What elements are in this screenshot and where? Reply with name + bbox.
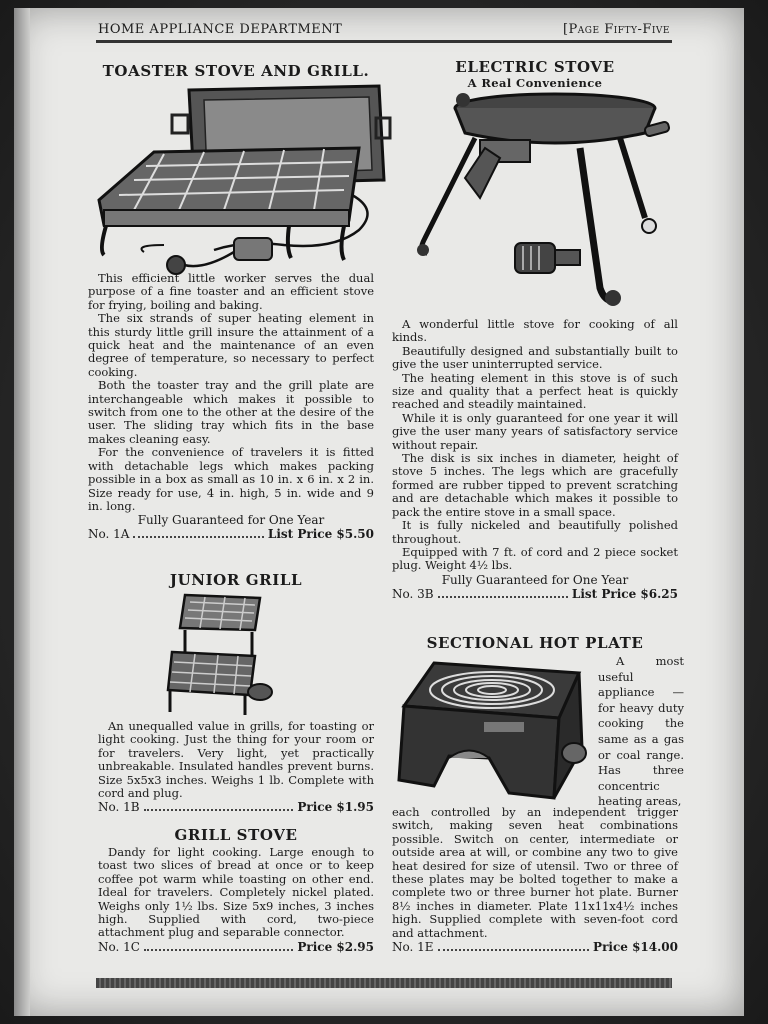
toaster-paragraph-2: The six strands of super heating element in this sturdy little grill insure the attainment of a quick heat and the maintenance of an even degree of temperature, so necessary to perfect cooking. [88,311,374,379]
sectional-side-text-block [598,654,684,810]
header-rule [96,40,672,43]
department-title: HOME APPLIANCE DEPARTMENT [98,22,343,37]
footer-rule [96,978,672,988]
sectional-price: Price $14.00 [593,940,678,955]
toaster-paragraph-1: This efficient little worker serves the dual purpose of a fine toaster and an efficient stove for frying, boiling and baking. [88,271,374,312]
sectional-paragraph: each controlled by an independent trigger switch, making seven heat combinations possible. Switch on center, intermediate or outside area at will, or combine any two to give heat desired for size of utensil. Two or three of these plates may be bolted together to make a complete two or three burner hot plate. Burner 8½ inches in diameter. Plate 11x11x4½ inches high. Supplied complete with seven-foot cord and attachment. [392,805,678,940]
toaster-section [98,62,374,80]
sectional-item-number: No. 1E [392,940,434,955]
grill-section [98,826,374,954]
electric-item-number: No. 3B [392,586,434,601]
toaster-item-number: No. 1A [88,527,130,542]
electric-price-line [392,587,678,601]
toaster-price: List Price $5.50 [267,527,374,542]
leader-dots [438,588,568,598]
electric-paragraph-4: While it is only guaranteed for one year it will give the user many years of satisfactory service without repair. [392,410,678,452]
electric-paragraph-7: Equipped with 7 ft. of cord and 2 piece socket plug. Weight 4½ lbs. [392,544,678,573]
page-binding-edge [14,8,30,1016]
electric-paragraph-2: Beautifully designed and substantially built to give the user uninterrupted service. [392,343,678,372]
junior-text [98,720,374,814]
sectional-text [392,806,678,954]
electric-title: ELECTRIC STOVE [455,58,615,76]
sectional-hot-plate-illustration [394,658,590,800]
sectional-section [392,634,678,652]
electric-guarantee: Fully Guaranteed for One Year [441,572,629,587]
leader-dots [144,801,294,811]
electric-section [392,58,678,90]
junior-price: Price $1.95 [297,800,374,815]
page-number: [Page Fifty-Five [562,22,670,37]
leader-dots [438,941,590,951]
toaster-price-line [88,527,374,541]
grill-price-line [98,940,374,954]
electric-paragraph-6: It is fully nickeled and beautifully polished throughout. [392,518,678,546]
electric-text [392,318,678,601]
junior-grill-illustration [160,590,280,720]
toaster-paragraph-3: Both the toaster tray and the grill plate are interchangeable which makes it possible to switch from one to the other at the desire of the user. The sliding tray which fits in the base makes cleaning easy. [88,378,374,446]
junior-item-number: No. 1B [98,800,140,815]
toaster-guarantee: Fully Guaranteed for One Year [137,513,325,528]
electric-paragraph-5: The disk is six inches in diameter, height of stove 5 inches. The legs which are gracefully formed are rubber tipped to prevent scratching and are detachable which makes it possible to pack the entire stove in a small space. [392,451,678,519]
grill-price: Price $2.95 [297,939,374,954]
junior-title: JUNIOR GRILL [169,571,303,589]
electric-price: List Price $6.25 [571,586,678,601]
toaster-title: TOASTER STOVE AND GRILL. [102,62,370,80]
junior-price-line [98,800,374,814]
toaster-text [88,272,374,541]
sectional-side-text: A most useful appliance — for heavy duty cooking the same as a gas or coal range. Has three concentric heating areas, [598,654,684,809]
electric-paragraph-1: A wonderful little stove for cooking of all kinds. [392,317,678,345]
leader-dots [144,941,293,951]
grill-title: GRILL STOVE [174,826,298,844]
junior-paragraph: An unequalled value in grills, for toasting or light cooking. Just the thing for your room or for travelers. Very light, yet practically unbreakable. Insulated handles prevent burns. Size 5x5x3 inches. Weighs 1 lb. Complete with cord and plug. [98,719,374,801]
electric-paragraph-3: The heating element in this stove is of such size and quality that a perfect heat is quickly reached and steadily maintained. [392,370,678,412]
electric-stove-illustration [405,88,675,316]
junior-section [98,571,374,589]
electric-subtitle: A Real Convenience [467,76,603,90]
toaster-paragraph-4: For the convenience of travelers it is fitted with detachable legs which makes packing possible in a box as small as 10 in. x 6 in. x 2 in. Size ready for use, 4 in. high, 5 in. wide and 9 in. long. [88,445,374,513]
grill-item-number: No. 1C [98,939,140,954]
leader-dots [133,528,263,538]
toaster-grill-illustration [94,80,394,275]
page-header [98,20,670,42]
sectional-price-line [392,940,678,954]
grill-paragraph: Dandy for light cooking. Large enough to toast two slices of bread at once or to keep coffee pot warm while toasting on other end. Ideal for travelers. Completely nickel plated. Weighs only 1½ lbs. Size 5x9 inches, 3 inches high. Supplied with cord, two-piece attachment plug and separable connector. [98,845,374,940]
sectional-title: SECTIONAL HOT PLATE [426,634,644,652]
